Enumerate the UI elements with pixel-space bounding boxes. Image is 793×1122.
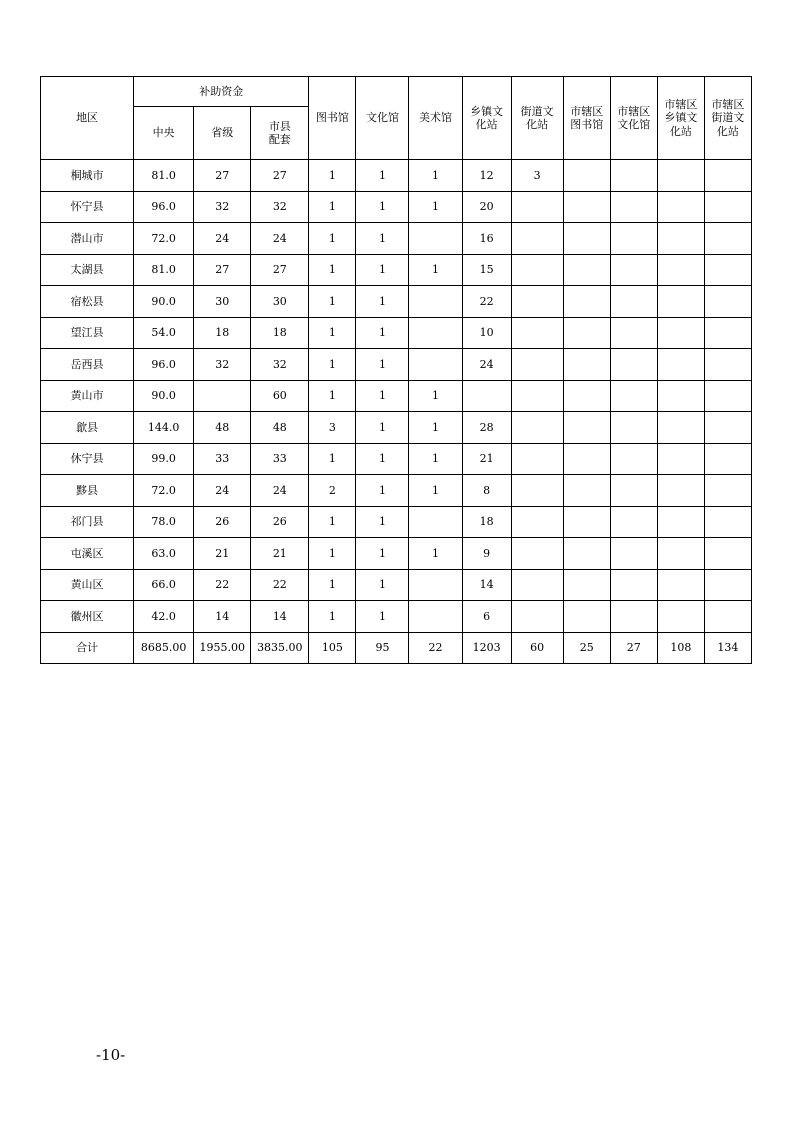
cell-culture-center: 1 <box>356 160 409 192</box>
header-district-library: 市辖区 图书馆 <box>563 77 610 160</box>
cell-provincial: 30 <box>194 286 251 318</box>
cell-district-culture-center: 27 <box>610 632 657 663</box>
cell-township-station: 24 <box>462 349 511 381</box>
cell-district-library <box>563 475 610 507</box>
cell-street-station <box>511 569 563 601</box>
cell-culture-center: 1 <box>356 223 409 255</box>
cell-central: 42.0 <box>134 601 194 633</box>
cell-township-station: 14 <box>462 569 511 601</box>
cell-city-county: 3835.00 <box>251 632 309 663</box>
cell-art-gallery: 1 <box>409 380 462 412</box>
cell-district-library <box>563 160 610 192</box>
cell-library: 1 <box>309 191 356 223</box>
cell-culture-center: 1 <box>356 286 409 318</box>
cell-district-culture-center <box>610 223 657 255</box>
cell-district-street-station: 134 <box>704 632 751 663</box>
cell-street-station <box>511 191 563 223</box>
header-district-culture-center: 市辖区 文化馆 <box>610 77 657 160</box>
cell-district-township-station <box>657 286 704 318</box>
cell-district-street-station <box>704 380 751 412</box>
cell-city-county: 26 <box>251 506 309 538</box>
cell-district-culture-center <box>610 317 657 349</box>
cell-culture-center: 1 <box>356 317 409 349</box>
cell-region: 宿松县 <box>41 286 134 318</box>
cell-street-station <box>511 506 563 538</box>
cell-provincial <box>194 380 251 412</box>
cell-central: 54.0 <box>134 317 194 349</box>
header-row-1 <box>41 77 752 107</box>
table-row <box>41 601 752 633</box>
cell-central: 99.0 <box>134 443 194 475</box>
cell-region: 徽州区 <box>41 601 134 633</box>
table-row <box>41 412 752 444</box>
header-city-county: 市县 配套 <box>251 107 309 160</box>
cell-district-culture-center <box>610 254 657 286</box>
cell-district-township-station: 108 <box>657 632 704 663</box>
cell-district-street-station <box>704 475 751 507</box>
table-row <box>41 443 752 475</box>
cell-street-station <box>511 412 563 444</box>
cell-provincial: 1955.00 <box>194 632 251 663</box>
cell-region: 桐城市 <box>41 160 134 192</box>
cell-central: 8685.00 <box>134 632 194 663</box>
cell-provincial: 21 <box>194 538 251 570</box>
cell-library: 1 <box>309 569 356 601</box>
cell-art-gallery <box>409 569 462 601</box>
cell-central: 81.0 <box>134 254 194 286</box>
cell-culture-center: 1 <box>356 506 409 538</box>
header-district-township-station: 市辖区 乡镇文 化站 <box>657 77 704 160</box>
cell-district-culture-center <box>610 349 657 381</box>
cell-provincial: 24 <box>194 475 251 507</box>
cell-culture-center: 1 <box>356 412 409 444</box>
cell-art-gallery: 1 <box>409 191 462 223</box>
header-street-station: 街道文 化站 <box>511 77 563 160</box>
cell-street-station <box>511 380 563 412</box>
table-row <box>41 286 752 318</box>
cell-provincial: 26 <box>194 506 251 538</box>
cell-district-culture-center <box>610 286 657 318</box>
cell-street-station <box>511 223 563 255</box>
cell-district-township-station <box>657 443 704 475</box>
cell-township-station: 9 <box>462 538 511 570</box>
cell-city-county: 48 <box>251 412 309 444</box>
cell-provincial: 27 <box>194 254 251 286</box>
cell-street-station <box>511 443 563 475</box>
header-culture-center: 文化馆 <box>356 77 409 160</box>
cell-city-county: 21 <box>251 538 309 570</box>
funding-table <box>40 76 752 664</box>
cell-region: 歙县 <box>41 412 134 444</box>
cell-city-county: 32 <box>251 349 309 381</box>
cell-art-gallery <box>409 317 462 349</box>
cell-region: 太湖县 <box>41 254 134 286</box>
cell-culture-center: 95 <box>356 632 409 663</box>
cell-district-culture-center <box>610 191 657 223</box>
header-art-gallery: 美术馆 <box>409 77 462 160</box>
cell-street-station: 60 <box>511 632 563 663</box>
cell-district-culture-center <box>610 160 657 192</box>
cell-district-library <box>563 538 610 570</box>
cell-district-street-station <box>704 601 751 633</box>
cell-district-library <box>563 286 610 318</box>
cell-library: 1 <box>309 506 356 538</box>
table-row <box>41 191 752 223</box>
cell-township-station: 20 <box>462 191 511 223</box>
cell-art-gallery <box>409 349 462 381</box>
cell-region: 黄山区 <box>41 569 134 601</box>
cell-district-township-station <box>657 160 704 192</box>
cell-library: 1 <box>309 223 356 255</box>
cell-district-street-station <box>704 569 751 601</box>
cell-city-county: 27 <box>251 160 309 192</box>
cell-culture-center: 1 <box>356 538 409 570</box>
cell-city-county: 30 <box>251 286 309 318</box>
cell-district-township-station <box>657 317 704 349</box>
cell-district-township-station <box>657 538 704 570</box>
table-row <box>41 538 752 570</box>
cell-district-library <box>563 349 610 381</box>
cell-district-library <box>563 569 610 601</box>
cell-library: 1 <box>309 443 356 475</box>
cell-district-street-station <box>704 538 751 570</box>
cell-art-gallery <box>409 286 462 318</box>
cell-township-station: 28 <box>462 412 511 444</box>
cell-region: 休宁县 <box>41 443 134 475</box>
cell-city-county: 18 <box>251 317 309 349</box>
cell-region: 岳西县 <box>41 349 134 381</box>
cell-city-county: 60 <box>251 380 309 412</box>
cell-provincial: 32 <box>194 191 251 223</box>
cell-district-street-station <box>704 254 751 286</box>
cell-district-culture-center <box>610 412 657 444</box>
total-row <box>41 632 752 663</box>
cell-library: 1 <box>309 349 356 381</box>
cell-district-street-station <box>704 191 751 223</box>
cell-region: 屯溪区 <box>41 538 134 570</box>
header-library: 图书馆 <box>309 77 356 160</box>
cell-art-gallery <box>409 506 462 538</box>
table-row <box>41 569 752 601</box>
cell-district-street-station <box>704 443 751 475</box>
cell-central: 96.0 <box>134 349 194 381</box>
cell-township-station: 10 <box>462 317 511 349</box>
cell-art-gallery <box>409 601 462 633</box>
cell-provincial: 33 <box>194 443 251 475</box>
cell-township-station: 16 <box>462 223 511 255</box>
header-district-street-station: 市辖区 街道文 化站 <box>704 77 751 160</box>
cell-central: 90.0 <box>134 380 194 412</box>
cell-district-street-station <box>704 412 751 444</box>
cell-culture-center: 1 <box>356 475 409 507</box>
cell-provincial: 48 <box>194 412 251 444</box>
cell-library: 1 <box>309 317 356 349</box>
cell-central: 66.0 <box>134 569 194 601</box>
cell-district-street-station <box>704 349 751 381</box>
cell-art-gallery <box>409 223 462 255</box>
cell-city-county: 24 <box>251 475 309 507</box>
cell-region: 怀宁县 <box>41 191 134 223</box>
cell-township-station: 8 <box>462 475 511 507</box>
cell-library: 105 <box>309 632 356 663</box>
cell-library: 1 <box>309 254 356 286</box>
cell-library: 1 <box>309 160 356 192</box>
cell-library: 3 <box>309 412 356 444</box>
cell-township-station: 12 <box>462 160 511 192</box>
table-row <box>41 349 752 381</box>
cell-district-street-station <box>704 223 751 255</box>
cell-district-library <box>563 223 610 255</box>
cell-region: 合计 <box>41 632 134 663</box>
cell-district-culture-center <box>610 506 657 538</box>
cell-township-station: 1203 <box>462 632 511 663</box>
cell-street-station <box>511 286 563 318</box>
cell-culture-center: 1 <box>356 380 409 412</box>
cell-culture-center: 1 <box>356 349 409 381</box>
cell-central: 78.0 <box>134 506 194 538</box>
cell-art-gallery: 1 <box>409 443 462 475</box>
cell-district-township-station <box>657 380 704 412</box>
table-row <box>41 506 752 538</box>
cell-district-culture-center <box>610 569 657 601</box>
cell-city-county: 33 <box>251 443 309 475</box>
cell-art-gallery: 1 <box>409 538 462 570</box>
cell-library: 1 <box>309 601 356 633</box>
cell-district-township-station <box>657 601 704 633</box>
cell-provincial: 14 <box>194 601 251 633</box>
cell-provincial: 27 <box>194 160 251 192</box>
cell-street-station <box>511 538 563 570</box>
cell-district-culture-center <box>610 443 657 475</box>
cell-art-gallery: 1 <box>409 475 462 507</box>
cell-provincial: 24 <box>194 223 251 255</box>
cell-central: 144.0 <box>134 412 194 444</box>
cell-city-county: 24 <box>251 223 309 255</box>
table-row <box>41 317 752 349</box>
cell-district-township-station <box>657 569 704 601</box>
cell-district-township-station <box>657 412 704 444</box>
cell-district-street-station <box>704 506 751 538</box>
cell-region: 潜山市 <box>41 223 134 255</box>
cell-central: 63.0 <box>134 538 194 570</box>
cell-central: 96.0 <box>134 191 194 223</box>
cell-district-street-station <box>704 317 751 349</box>
cell-city-county: 27 <box>251 254 309 286</box>
cell-provincial: 32 <box>194 349 251 381</box>
header-subsidy-funds: 补助资金 <box>134 77 309 107</box>
cell-culture-center: 1 <box>356 191 409 223</box>
cell-township-station: 22 <box>462 286 511 318</box>
cell-library: 2 <box>309 475 356 507</box>
cell-district-township-station <box>657 191 704 223</box>
cell-provincial: 22 <box>194 569 251 601</box>
table-row <box>41 380 752 412</box>
cell-district-culture-center <box>610 538 657 570</box>
cell-region: 望江县 <box>41 317 134 349</box>
cell-central: 81.0 <box>134 160 194 192</box>
cell-library: 1 <box>309 538 356 570</box>
cell-street-station <box>511 317 563 349</box>
cell-street-station: 3 <box>511 160 563 192</box>
cell-district-township-station <box>657 223 704 255</box>
cell-street-station <box>511 475 563 507</box>
cell-district-township-station <box>657 254 704 286</box>
cell-central: 72.0 <box>134 475 194 507</box>
cell-district-street-station <box>704 286 751 318</box>
cell-district-street-station <box>704 160 751 192</box>
header-provincial: 省级 <box>194 107 251 160</box>
cell-district-library <box>563 506 610 538</box>
cell-city-county: 14 <box>251 601 309 633</box>
cell-library: 1 <box>309 286 356 318</box>
cell-district-culture-center <box>610 475 657 507</box>
cell-city-county: 32 <box>251 191 309 223</box>
cell-culture-center: 1 <box>356 443 409 475</box>
cell-district-library <box>563 443 610 475</box>
cell-culture-center: 1 <box>356 601 409 633</box>
header-township-station: 乡镇文 化站 <box>462 77 511 160</box>
cell-city-county: 22 <box>251 569 309 601</box>
cell-culture-center: 1 <box>356 569 409 601</box>
cell-region: 黟县 <box>41 475 134 507</box>
table-row <box>41 475 752 507</box>
cell-art-gallery: 1 <box>409 160 462 192</box>
table-row <box>41 254 752 286</box>
cell-street-station <box>511 254 563 286</box>
cell-township-station: 18 <box>462 506 511 538</box>
cell-region: 祁门县 <box>41 506 134 538</box>
cell-street-station <box>511 349 563 381</box>
cell-culture-center: 1 <box>356 254 409 286</box>
table-row <box>41 223 752 255</box>
cell-district-township-station <box>657 475 704 507</box>
cell-district-township-station <box>657 349 704 381</box>
cell-district-library <box>563 412 610 444</box>
cell-district-library <box>563 191 610 223</box>
header-region: 地区 <box>41 77 134 160</box>
cell-provincial: 18 <box>194 317 251 349</box>
cell-district-culture-center <box>610 380 657 412</box>
cell-township-station <box>462 380 511 412</box>
cell-district-library <box>563 317 610 349</box>
cell-central: 90.0 <box>134 286 194 318</box>
cell-art-gallery: 22 <box>409 632 462 663</box>
cell-township-station: 21 <box>462 443 511 475</box>
cell-district-library <box>563 601 610 633</box>
cell-art-gallery: 1 <box>409 412 462 444</box>
cell-district-library <box>563 380 610 412</box>
cell-central: 72.0 <box>134 223 194 255</box>
page-number: -10- <box>96 1046 126 1064</box>
cell-district-library <box>563 254 610 286</box>
cell-region: 黄山市 <box>41 380 134 412</box>
header-central: 中央 <box>134 107 194 160</box>
cell-library: 1 <box>309 380 356 412</box>
cell-art-gallery: 1 <box>409 254 462 286</box>
table-row <box>41 160 752 192</box>
cell-township-station: 15 <box>462 254 511 286</box>
cell-street-station <box>511 601 563 633</box>
cell-district-library: 25 <box>563 632 610 663</box>
cell-district-township-station <box>657 506 704 538</box>
cell-township-station: 6 <box>462 601 511 633</box>
cell-district-culture-center <box>610 601 657 633</box>
